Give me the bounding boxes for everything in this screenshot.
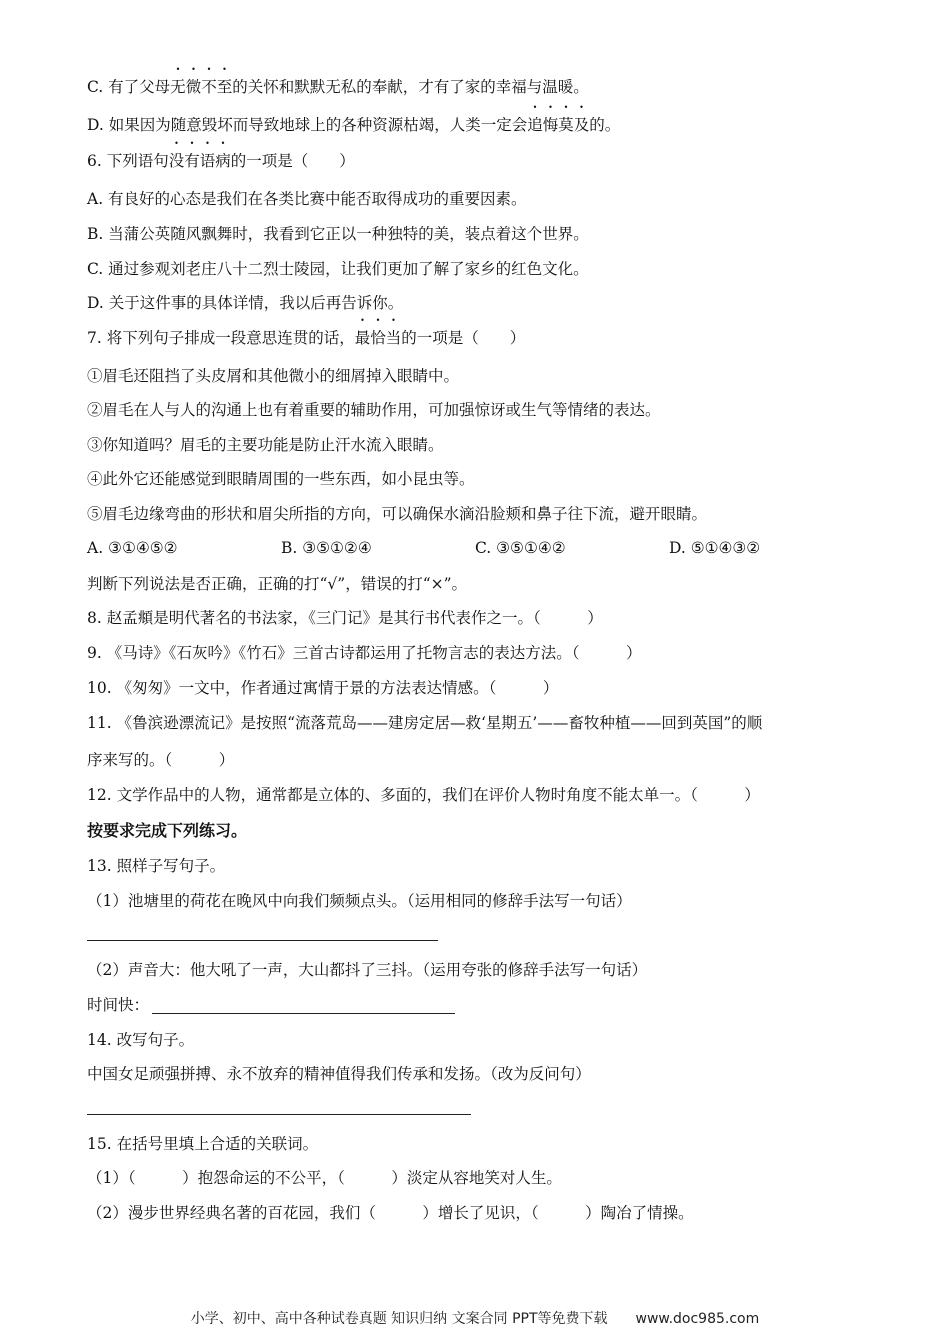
judge-item-cont: 序来写的。（ ） bbox=[87, 751, 235, 769]
dotted-char: 不 bbox=[201, 78, 217, 96]
q7-option-b: B. ③⑤①②④ bbox=[281, 539, 372, 557]
q13-part2-label: 时间快： bbox=[87, 996, 150, 1014]
q5-option-d bbox=[87, 115, 620, 135]
dotted-char: 及 bbox=[573, 116, 590, 134]
q6-stem-post: 的一项是（ ） bbox=[230, 152, 355, 170]
q7-stem-pre: 7. 将下列句子排成一段意思连贯的话， bbox=[87, 329, 355, 347]
section-title: 按要求完成下列练习。 bbox=[87, 821, 248, 840]
q6-option-d: D. 关于这件事的具体详情，我以后再告诉你。 bbox=[87, 294, 404, 312]
dotted-char: 有 bbox=[184, 152, 200, 170]
page-footer: 小学、初中、高中各种试卷真题 知识归纳 文案合同 PPT等免费下载 www.doc985.com bbox=[190, 1311, 760, 1327]
dotted-char: 微 bbox=[185, 78, 202, 96]
q7-stem-post: 的一项是（ ） bbox=[401, 329, 526, 347]
dotted-char: 至 bbox=[216, 78, 233, 96]
q13-part1: （1）池塘里的荷花在晚风中向我们频频点头。（运用相同的修辞手法写一句话） bbox=[87, 892, 632, 910]
answer-line[interactable] bbox=[87, 940, 438, 941]
judge-item: 8. 赵孟頫是明代著名的书法家，《三门记》是其行书代表作之一。（ ） bbox=[87, 609, 603, 627]
judge-item: 10. 《匆匆》一文中，作者通过寓情于景的方法表达情感。（ ） bbox=[87, 679, 559, 697]
dotted-char: 追 bbox=[527, 116, 543, 134]
q7-stem bbox=[87, 328, 525, 348]
q5-option-c bbox=[87, 77, 589, 97]
q13-part2: （2）声音大：他大吼了一声，大山都抖了三抖。（运用夸张的修辞手法写一句话） bbox=[87, 961, 648, 979]
dotted-char: 语 bbox=[199, 152, 216, 170]
q5-d-post: 的。 bbox=[589, 116, 621, 134]
q15-part2: （2）漫步世界经典名著的百花园，我们（ ）增长了见识，（ ）陶冶了情操。 bbox=[87, 1204, 694, 1222]
answer-line[interactable] bbox=[152, 1013, 455, 1014]
q14-stem: 14. 改写句子。 bbox=[87, 1031, 195, 1049]
q7-sentence: ⑤眉毛边缘弯曲的形状和眉尖所指的方向，可以确保水滴沿脸颊和鼻子往下流，避开眼睛。 bbox=[87, 505, 708, 523]
dotted-char: 没 bbox=[168, 152, 185, 170]
dotted-char: 无 bbox=[170, 78, 186, 96]
q15-part1: （1）（ ）抱怨命运的不公平，（ ）淡定从容地笑对人生。 bbox=[87, 1169, 562, 1187]
q7-sentence: ②眉毛在人与人的沟通上也有着重要的辅助作用，可加强惊讶或生气等情绪的表达。 bbox=[87, 401, 661, 419]
q7-sentence: ③你知道吗？眉毛的主要功能是防止汗水流入眼睛。 bbox=[87, 436, 444, 454]
q5-c-post: 的关怀和默默无私的奉献，才有了家的幸福与温暖。 bbox=[232, 78, 589, 96]
q7-option-a: A. ③①④⑤② bbox=[87, 539, 178, 557]
dotted-char: 最 bbox=[354, 329, 371, 347]
dotted-char: 当 bbox=[385, 329, 402, 347]
judge-item: 11. 《鲁滨逊漂流记》是按照“流落荒岛——建房定居—救‘星期五’——畜牧种植——回到英国”的顺 bbox=[87, 714, 763, 732]
dotted-char: 病 bbox=[215, 152, 231, 170]
q6-option-b: B. 当蒲公英随风飘舞时，我看到它正以一种独特的美，装点着这个世界。 bbox=[87, 225, 589, 243]
q6-option-a: A. 有良好的心态是我们在各类比赛中能否取得成功的重要因素。 bbox=[87, 190, 527, 208]
answer-line[interactable] bbox=[87, 1114, 471, 1115]
dotted-char: 悔 bbox=[542, 116, 559, 134]
q7-sentence: ④此外它还能感觉到眼睛周围的一些东西，如小昆虫等。 bbox=[87, 470, 475, 488]
dotted-char: 恰 bbox=[370, 329, 386, 347]
q7-option-c: C. ③⑤①④② bbox=[475, 539, 566, 557]
q13-stem: 13. 照样子写句子。 bbox=[87, 857, 226, 875]
dotted-char: 莫 bbox=[558, 116, 574, 134]
judge-item: 12. 文学作品中的人物，通常都是立体的、多面的，我们在评价人物时角度不能太单一。（ ） bbox=[87, 786, 760, 804]
q5-d-pre: D. 如果因为随意毁坏而导致地球上的各种资源枯竭，人类一定会 bbox=[87, 116, 528, 134]
judge-instruction: 判断下列说法是否正确，正确的打“√”，错误的打“×”。 bbox=[87, 575, 468, 593]
q7-sentence: ①眉毛还阻挡了头皮屑和其他微小的细屑掉入眼睛中。 bbox=[87, 367, 460, 385]
judge-item: 9. 《马诗》《石灰吟》《竹石》三首古诗都运用了托物言志的表达方法。（ ） bbox=[87, 644, 642, 662]
q14-sentence: 中国女足顽强拼搏、永不放弃的精神值得我们传承和发扬。（改为反问句） bbox=[87, 1065, 591, 1083]
q6-option-c: C. 通过参观刘老庄八十二烈士陵园，让我们更加了解了家乡的红色文化。 bbox=[87, 260, 589, 278]
q6-stem-pre: 6. 下列语句 bbox=[87, 152, 169, 170]
q7-option-d: D. ⑤①④③② bbox=[669, 539, 761, 557]
q6-stem bbox=[87, 151, 355, 171]
q15-stem: 15. 在括号里填上合适的关联词。 bbox=[87, 1135, 319, 1153]
q5-c-pre: C. 有了父母 bbox=[87, 78, 171, 96]
